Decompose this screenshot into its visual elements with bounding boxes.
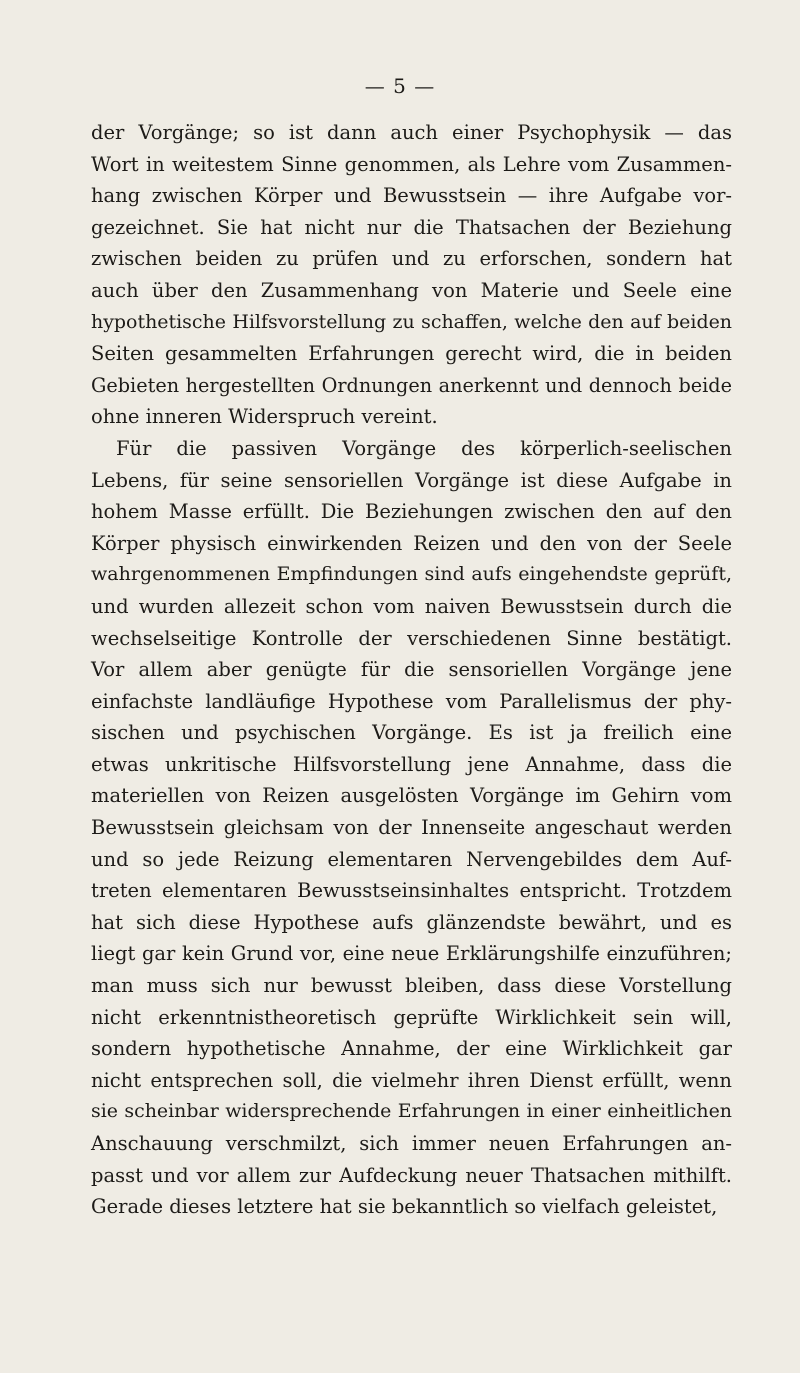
text-line: Seiten gesammelten Erfahrungen gerecht wird, die in beiden bbox=[91, 342, 732, 366]
text-line: gezeichnet. Sie hat nicht nur die Thatsachen der Beziehung bbox=[91, 215, 732, 239]
text-line: hat sich diese Hypothese aufs glänzendste bewährt, und es bbox=[91, 910, 732, 934]
text-line: und wurden allezeit schon vom naiven Bewusstsein durch die bbox=[91, 594, 732, 618]
text-line: hang zwischen Körper und Bewusstsein — ihre Aufgabe vor- bbox=[91, 184, 732, 208]
text-line: man muss sich nur bewusst bleiben, dass diese Vorstellung bbox=[91, 974, 732, 998]
text-line: Lebens, für seine sensoriellen Vorgänge ist diese Aufgabe in bbox=[91, 468, 732, 492]
text-line: Für die passiven Vorgänge des körperlich-seelischen bbox=[116, 436, 732, 460]
text-line: und so jede Reizung elementaren Nervengebildes dem Auf- bbox=[91, 847, 732, 871]
text-line: auch über den Zusammenhang von Materie und Seele eine bbox=[91, 278, 732, 302]
text-line: wahrgenommenen Empfindungen sind aufs eingehendste geprüft, bbox=[91, 563, 732, 586]
text-line: Wort in weitestem Sinne genommen, als Lehre vom Zusammen- bbox=[91, 152, 732, 176]
text-line: ohne inneren Widerspruch vereint. bbox=[91, 405, 438, 429]
text-line: Vor allem aber genügte für die sensoriellen Vorgänge jene bbox=[91, 658, 732, 682]
text-line: der Vorgänge; so ist dann auch einer Psychophysik — das bbox=[91, 121, 732, 144]
text-line: Bewusstsein gleichsam von der Innenseite angeschaut werden bbox=[91, 816, 732, 840]
text-line: Gerade dieses letztere hat sie bekanntlich so vielfach geleistet, bbox=[91, 1195, 718, 1219]
page-number: — 5 — bbox=[364, 74, 436, 98]
text-line: nicht erkenntnistheoretisch geprüfte Wirklichkeit sein will, bbox=[91, 1005, 732, 1029]
text-line: materiellen von Reizen ausgelösten Vorgänge im Gehirn vom bbox=[91, 784, 732, 808]
text-line: etwas unkritische Hilfsvorstellung jene Annahme, dass die bbox=[91, 752, 732, 776]
text-line: sondern hypothetische Annahme, der eine Wirklichkeit gar bbox=[91, 1037, 732, 1061]
body-text bbox=[91, 117, 732, 1223]
text-line: zwischen beiden zu prüfen und zu erforschen, sondern hat bbox=[91, 247, 732, 271]
text-line: treten elementaren Bewusstseinsinhaltes entspricht. Trotzdem bbox=[91, 879, 732, 903]
text-line: einfachste landläufige Hypothese vom Parallelismus der phy- bbox=[91, 689, 732, 713]
text-line: hypothetische Hilfsvorstellung zu schaffen, welche den auf beiden bbox=[91, 310, 732, 333]
text-line: passt und vor allem zur Aufdeckung neuer Thatsachen mithilft. bbox=[91, 1163, 732, 1187]
text-line: Körper physisch einwirkenden Reizen und den von der Seele bbox=[91, 531, 732, 555]
text-line: wechselseitige Kontrolle der verschiedenen Sinne bestätigt. bbox=[91, 626, 732, 650]
text-line: sischen und psychischen Vorgänge. Es ist ja freilich eine bbox=[91, 721, 732, 745]
text-line: sie scheinbar widersprechende Erfahrungen in einer einheitlichen bbox=[91, 1100, 732, 1123]
text-line: Gebieten hergestellten Ordnungen anerkennt und dennoch beide bbox=[91, 373, 732, 397]
text-line: liegt gar kein Grund vor, eine neue Erklärungshilfe einzuführen; bbox=[91, 942, 732, 966]
text-line: nicht entsprechen soll, die vielmehr ihren Dienst erfüllt, wenn bbox=[91, 1068, 732, 1092]
text-line: hohem Masse erfüllt. Die Beziehungen zwischen den auf den bbox=[91, 500, 732, 524]
text-line: Anschauung verschmilzt, sich immer neuen Erfahrungen an- bbox=[91, 1132, 732, 1155]
